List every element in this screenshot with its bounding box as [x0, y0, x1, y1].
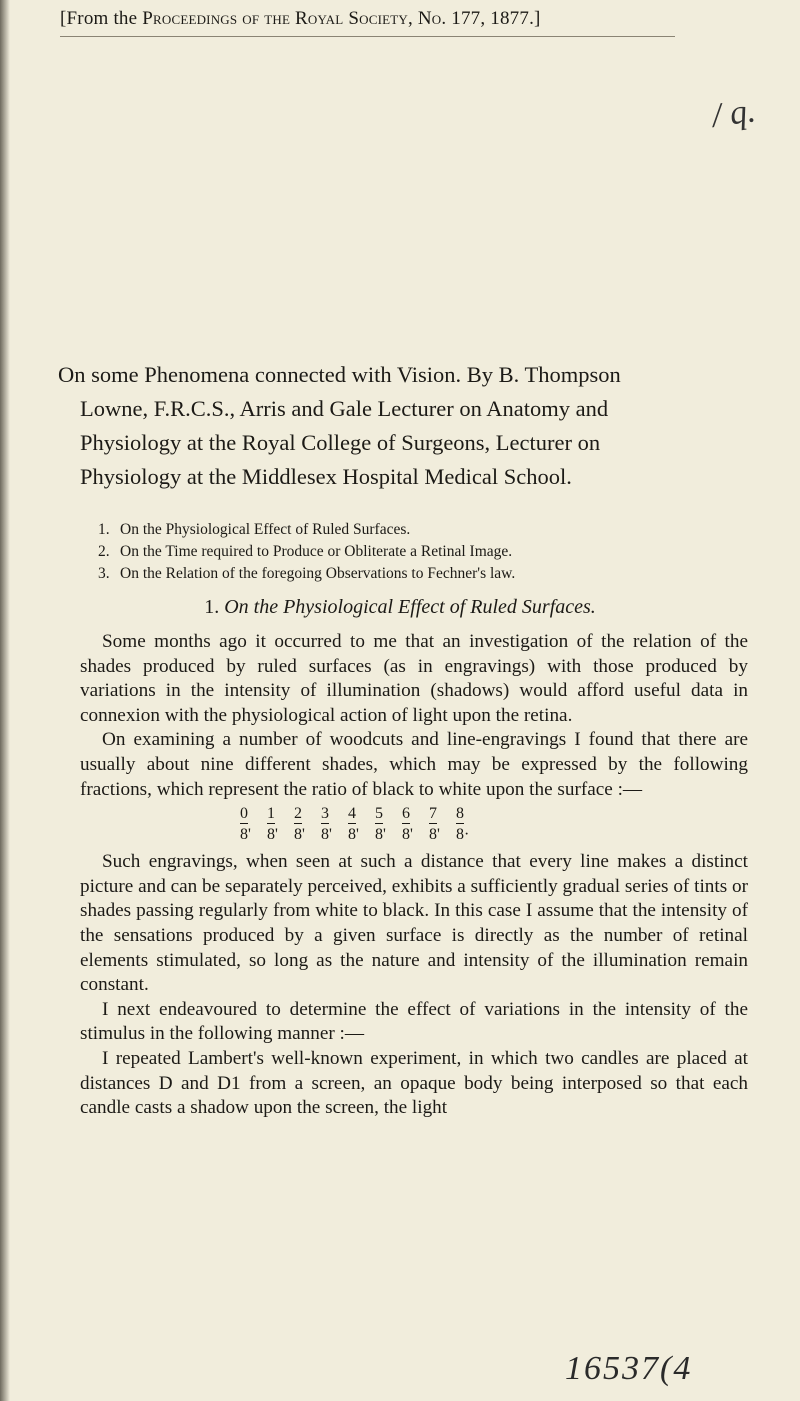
numerator: 3 — [321, 805, 329, 823]
page-edge-shadow — [0, 0, 10, 1401]
contents-item: 2. On the Time required to Produce or Obliterate a Retinal Image. — [98, 543, 513, 560]
numerator: 5 — [375, 805, 383, 823]
title-line-4: Physiology at the Middlesex Hospital Medical School. — [80, 464, 572, 489]
journal-header — [60, 8, 760, 30]
numerator: 8 — [456, 805, 464, 823]
body-text — [80, 630, 748, 1121]
denominator: 8' — [348, 826, 359, 844]
denominator: 8· — [456, 826, 470, 844]
numerator: 1 — [267, 805, 275, 823]
header-rule — [60, 36, 675, 37]
fraction-series — [80, 802, 748, 850]
paper-title — [58, 358, 748, 494]
denominator: 8' — [402, 826, 413, 844]
header-journal: Proceedings of the Royal Society, No. 177, 1877.] — [142, 8, 541, 29]
section-title: On the Physiological Effect of Ruled Surfaces. — [224, 596, 596, 618]
denominator: 8' — [429, 826, 440, 844]
denominator: 8' — [240, 826, 251, 844]
numerator: 7 — [429, 805, 437, 823]
section-heading — [0, 596, 800, 619]
paragraph: Such engravings, when seen at such a distance that every line makes a distinct picture and can be separately perceived, exhibits a sufficiently gradual series of tints or shades passing regularly from white to black. In this case I assume that the intensity of the sensations produced by a given surface is directly as the number of retinal elements stimulated, so long as the nature and intensity of the illumination remain constant. — [80, 851, 748, 996]
section-number: 1. — [204, 596, 220, 618]
pencil-annotation: / q. — [709, 92, 758, 135]
paragraph: I repeated Lambert's well-known experiment, in which two candles are placed at distances D and D1 from a screen, an opaque body being interposed so that each candle casts a shadow upon the screen, the light — [80, 1047, 748, 1119]
denominator: 8' — [267, 826, 278, 844]
numerator: 0 — [240, 805, 248, 823]
contents-list — [98, 519, 758, 585]
title-line-1: On some Phenomena connected with Vision. By B. Thompson — [58, 362, 621, 387]
contents-item: 3. On the Relation of the foregoing Observations to Fechner's law. — [98, 565, 516, 582]
numerator: 4 — [348, 805, 356, 823]
header-prefix: [From the — [60, 8, 143, 29]
paragraph: On examining a number of woodcuts and line-engravings I found that there are usually about nine different shades, which may be expressed by the following fractions, which represent the ratio of black to white upon the surface :— — [80, 729, 748, 800]
numerator: 6 — [402, 805, 410, 823]
fraction-denominators — [240, 823, 483, 848]
handwritten-catalogue-number: 16537(4 — [565, 1350, 693, 1387]
paragraph: I next endeavoured to determine the effect of variations in the intensity of the stimulus in the following manner :— — [80, 998, 748, 1045]
denominator: 8' — [294, 826, 305, 844]
denominator: 8' — [375, 826, 386, 844]
paragraph: Some months ago it occurred to me that an investigation of the relation of the shades produced by ruled surfaces (as in engravings) with those produced by variations in the intensity of illumination (shadows) would afford useful data in connexion with the physiological action of light upon the retina. — [80, 631, 748, 726]
numerator: 2 — [294, 805, 302, 823]
title-line-2: Lowne, F.R.C.S., Arris and Gale Lecturer on Anatomy and — [80, 396, 609, 421]
denominator: 8' — [321, 826, 332, 844]
title-line-3: Physiology at the Royal College of Surgeons, Lecturer on — [80, 430, 601, 455]
contents-item: 1. On the Physiological Effect of Ruled Surfaces. — [98, 521, 411, 538]
